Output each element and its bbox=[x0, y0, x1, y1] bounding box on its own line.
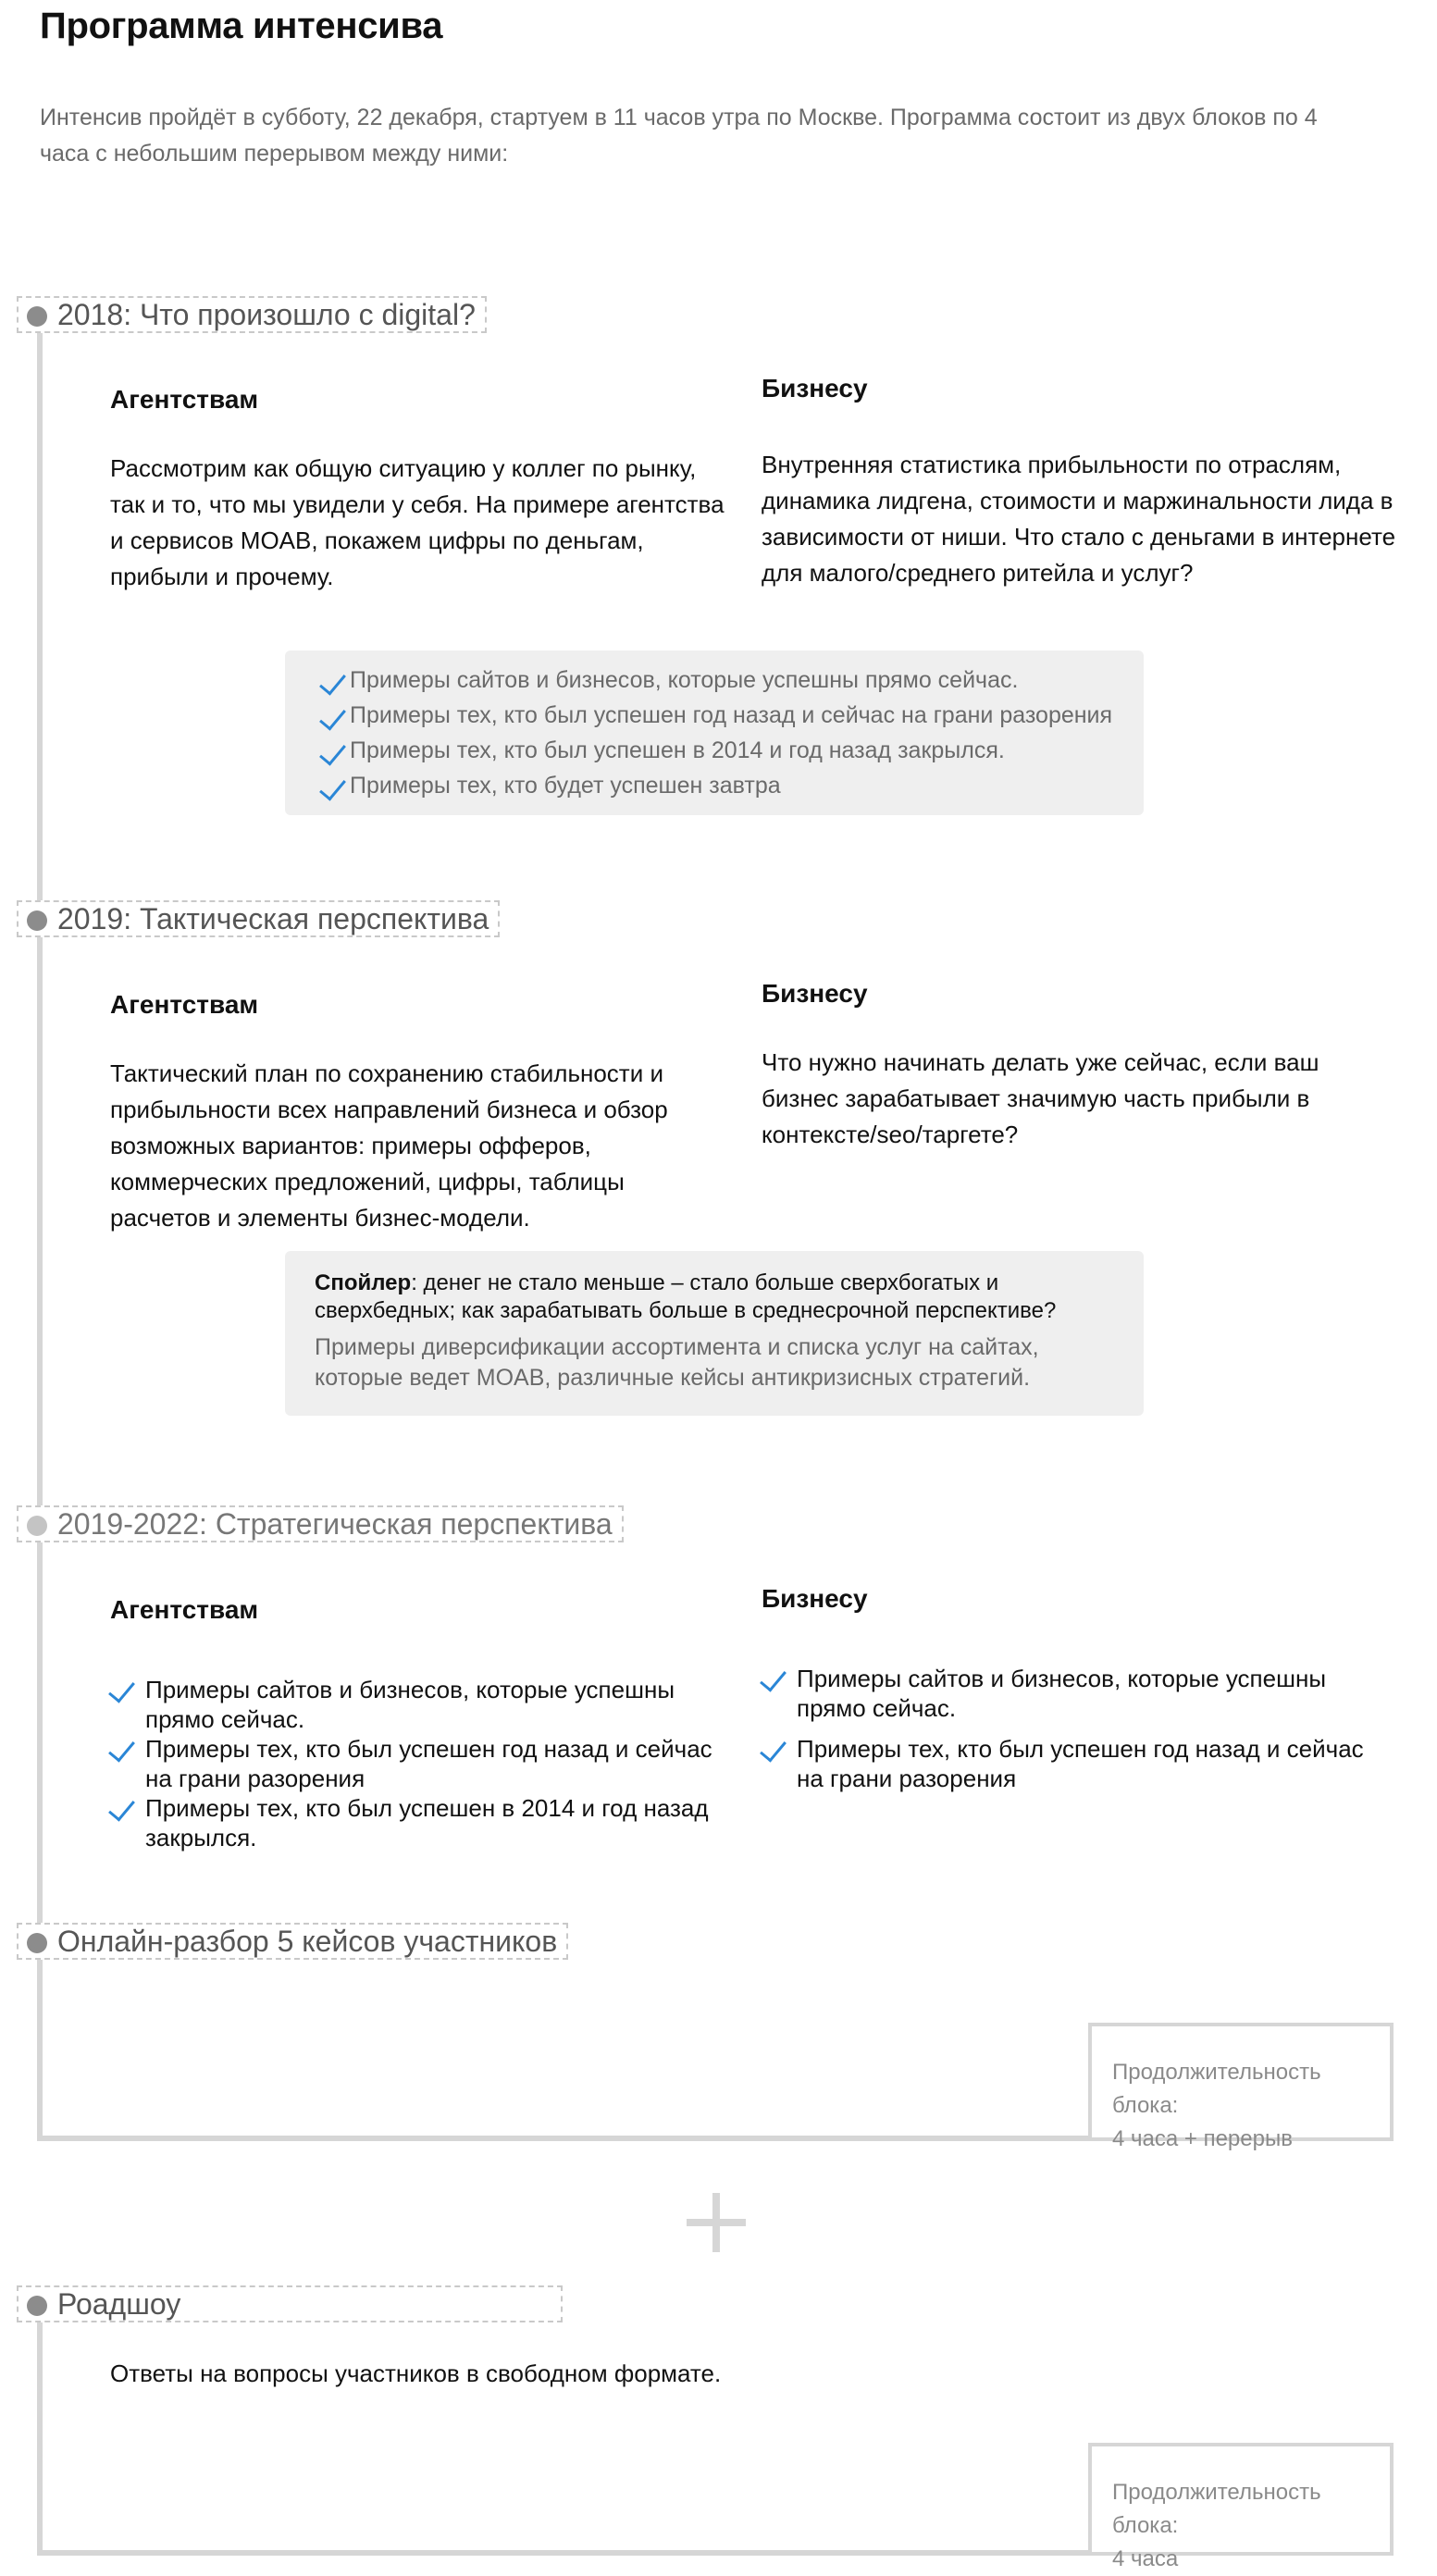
agencies-heading: Агентствам bbox=[110, 1595, 259, 1624]
business-heading: Бизнесу bbox=[762, 374, 868, 402]
list-item: Примеры тех, кто был успешен в 2014 и год назад закрылся. bbox=[145, 1794, 709, 1852]
duration-box bbox=[1088, 2023, 1394, 2151]
timeline-dot-icon bbox=[27, 1516, 47, 1536]
list-item: Примеры тех, кто был успешен год назад и сейчас на грани разорения bbox=[350, 702, 1113, 728]
duration-label: Продолжительность блока: bbox=[1112, 2480, 1321, 2538]
section-2019-2022-label bbox=[17, 1505, 624, 1542]
section-title: Роадшоу bbox=[57, 2287, 181, 2321]
timeline-dot-icon bbox=[27, 2296, 47, 2316]
section-2019-label bbox=[17, 900, 500, 937]
list-item: Примеры тех, кто был успешен год назад и сейчас на грани разорения bbox=[145, 1735, 712, 1792]
timeline-line bbox=[37, 2321, 43, 2556]
intro-text: Интенсив пройдёт в субботу, 22 декабря, стартуем в 11 часов утра по Москве. Программа состоит из двух блоков по 4 часа с небольшим перерывом между ними: bbox=[40, 105, 1318, 167]
check-icon bbox=[108, 1793, 135, 1821]
timeline-dot-icon bbox=[27, 306, 47, 327]
duration-value: 4 часа + перерыв bbox=[1112, 2126, 1293, 2151]
agencies-heading: Агентствам bbox=[110, 990, 259, 1019]
list-item: Примеры тех, кто был успешен год назад и сейчас на грани разорения bbox=[797, 1735, 1364, 1792]
section-title: 2019: Тактическая перспектива bbox=[57, 902, 489, 935]
agencies-text: Рассмотрим как общую ситуацию у коллег по рынку, так и то, что мы увидели у себя. На примере агентства и сервисов MOAB, покажем цифры по деньгам, прибыли и прочему. bbox=[110, 454, 725, 590]
check-icon bbox=[319, 702, 346, 730]
list-item: Примеры тех, кто будет успешен завтра bbox=[350, 773, 781, 799]
timeline-line bbox=[37, 315, 43, 2141]
business-heading: Бизнесу bbox=[762, 979, 868, 1008]
list-item: Примеры сайтов и бизнесов, которые успешны прямо сейчас. bbox=[350, 667, 1019, 693]
check-icon bbox=[319, 737, 346, 765]
section-roadshow-label bbox=[17, 2285, 563, 2322]
section-cases-label bbox=[17, 1923, 568, 1960]
list-item: Примеры тех, кто был успешен в 2014 и год назад закрылся. bbox=[350, 737, 1005, 763]
check-icon bbox=[760, 1664, 787, 1691]
examples-panel bbox=[285, 650, 1144, 815]
check-icon bbox=[760, 1734, 787, 1762]
list-item: Примеры сайтов и бизнесов, которые успешны прямо сейчас. bbox=[797, 1665, 1326, 1722]
check-icon bbox=[108, 1675, 135, 1703]
plus-icon bbox=[687, 2193, 746, 2252]
duration-value: 4 часа bbox=[1112, 2546, 1179, 2571]
list-item: Примеры сайтов и бизнесов, которые успешны прямо сейчас. bbox=[145, 1676, 675, 1733]
duration-box bbox=[1088, 2443, 1394, 2571]
business-text: Что нужно начинать делать уже сейчас, если ваш бизнес зарабатывает значимую часть прибыли в контексте/seo/таргете? bbox=[762, 1048, 1319, 1148]
spoiler-subtext: Примеры диверсификации ассортимента и списка услуг на сайтах, которые ведет MOAB, различные кейсы антикризисных стратегий. bbox=[315, 1334, 1039, 1391]
business-text: Внутренняя статистика прибыльности по отраслям, динамика лидгена, стоимости и маржинальности лида в зависимости от ниши. Что стало с деньгами в интернете для малого/среднего ритейла и услуг? bbox=[762, 451, 1396, 587]
timeline-dot-icon bbox=[27, 1933, 47, 1953]
spoiler-text bbox=[315, 1269, 1110, 1325]
agencies-heading: Агентствам bbox=[110, 385, 259, 414]
section-title: 2019-2022: Стратегическая перспектива bbox=[57, 1507, 613, 1541]
business-heading: Бизнесу bbox=[762, 1584, 868, 1613]
section-title: 2018: Что произошло с digital? bbox=[57, 298, 476, 331]
duration-label: Продолжительность блока: bbox=[1112, 2060, 1321, 2118]
section-title: Онлайн-разбор 5 кейсов участников bbox=[57, 1925, 558, 1958]
timeline-dot-icon bbox=[27, 910, 47, 931]
check-icon bbox=[319, 773, 346, 800]
agencies-text: Тактический план по сохранению стабильности и прибыльности всех направлений бизнеса и обзор возможных вариантов: примеры офферов, коммерческих предложений, цифры, таблицы расчетов и элементы бизнес-модели. bbox=[110, 1059, 668, 1232]
check-icon bbox=[319, 667, 346, 695]
roadshow-text: Ответы на вопросы участников в свободном формате. bbox=[110, 2359, 722, 2387]
spoiler-panel bbox=[285, 1251, 1144, 1416]
spoiler-body: : денег не стало меньше – стало больше сверхбогатых и сверхбедных; как зарабатывать больше в среднесрочной перспективе? bbox=[315, 1270, 1057, 1323]
page-title: Программа интенсива bbox=[40, 6, 443, 46]
spoiler-label: Спойлер bbox=[315, 1270, 412, 1295]
check-icon bbox=[108, 1734, 135, 1762]
section-2018-label bbox=[17, 296, 487, 333]
